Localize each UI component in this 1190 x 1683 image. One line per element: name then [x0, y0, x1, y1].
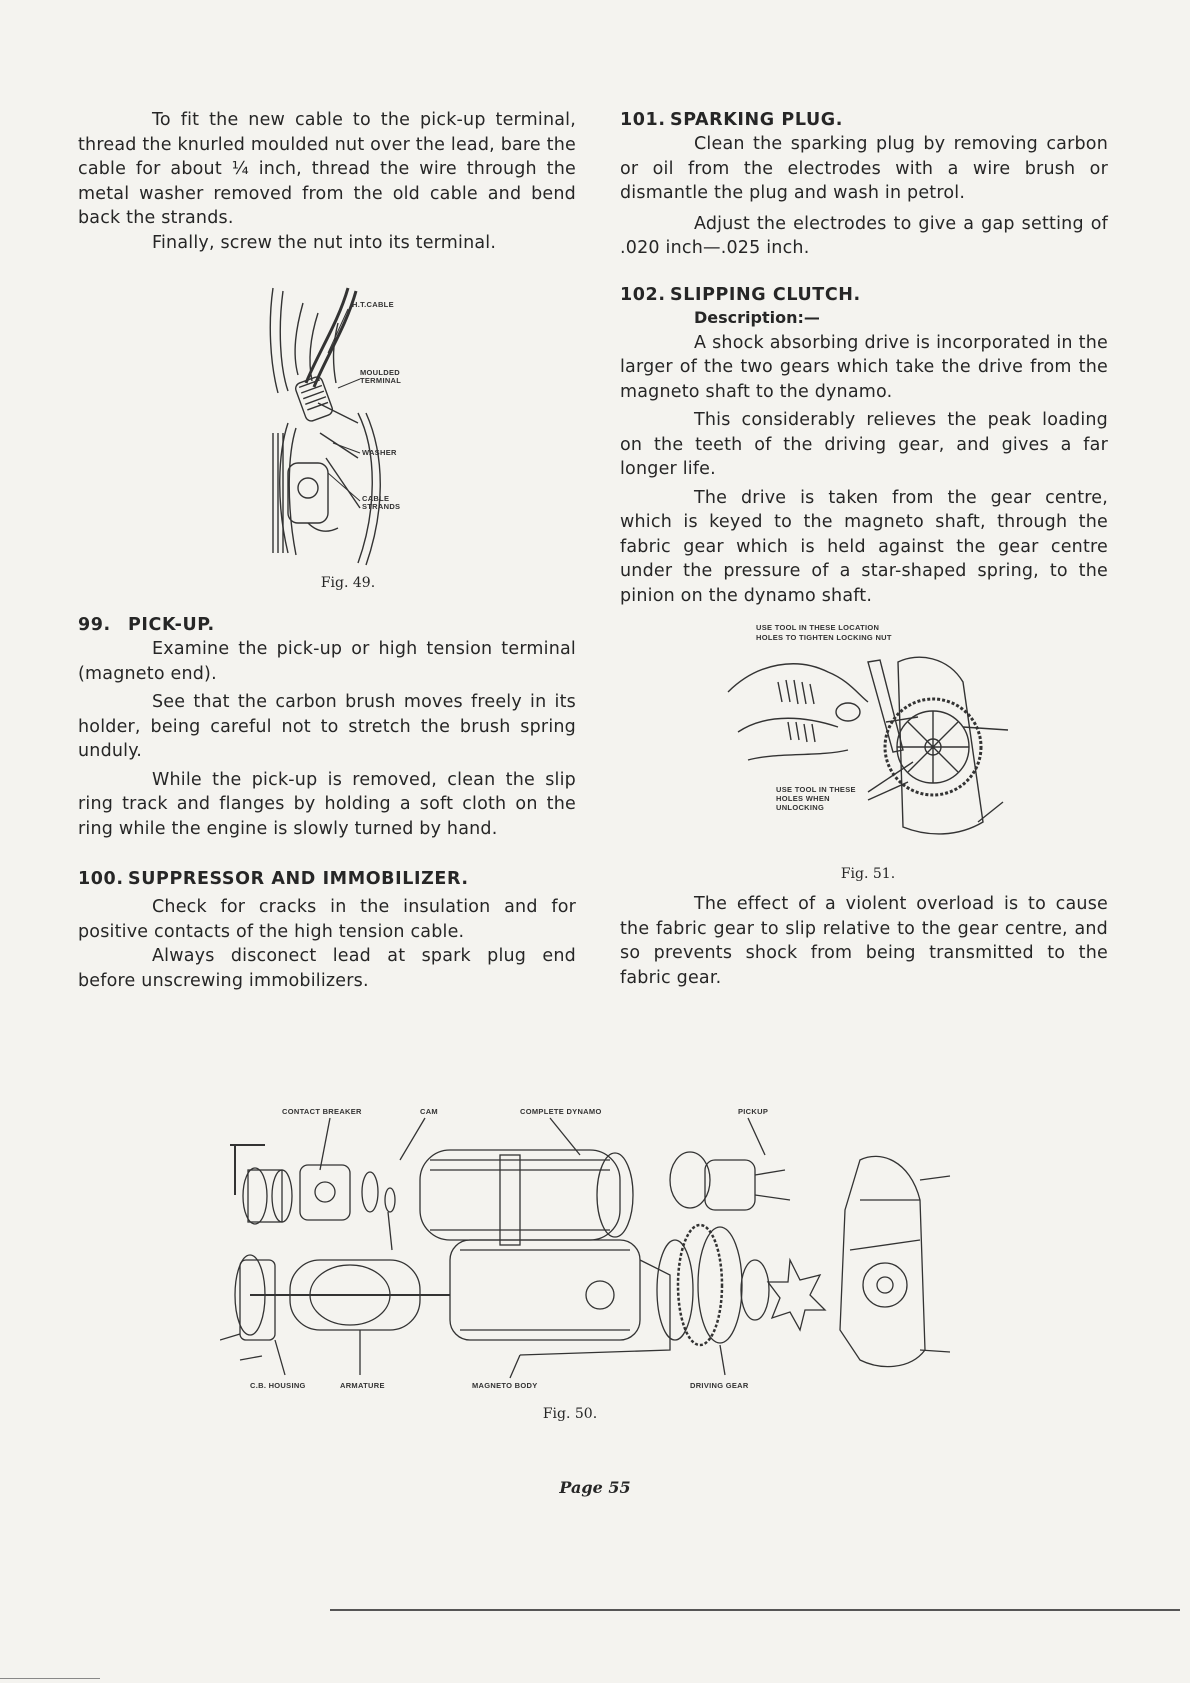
section-99-paragraph-3: While the pick-up is removed, clean the slip ring track and flanges by holding a soft cloth on the ring while the engine is slowly turned by hand. — [78, 769, 576, 839]
section-101-heading — [620, 108, 1108, 132]
section-100-title: SUPPRESSOR AND IMMOBILIZER. — [128, 869, 469, 889]
section-100 — [78, 867, 576, 993]
figure-51 — [718, 622, 1018, 882]
section-99-paragraph-2: See that the carbon brush moves freely in its holder, being careful not to stretch the brush spring unduly. — [78, 692, 576, 761]
section-102 — [620, 283, 1108, 609]
fig50-label-driving-gear: DRIVING GEAR — [690, 1381, 749, 1390]
figure-49 — [248, 283, 448, 591]
section-102-title: SLIPPING CLUTCH. — [670, 284, 861, 305]
fig50-label-magneto-body: MAGNETO BODY — [472, 1381, 538, 1390]
fig50-label-pickup: PICKUP — [738, 1107, 769, 1116]
fig50-label-contact-breaker: CONTACT BREAKER — [282, 1107, 362, 1116]
fig50-caption: Fig. 50. — [542, 1406, 598, 1422]
right-column — [620, 108, 1108, 990]
bottom-left-rule — [0, 1678, 100, 1679]
overload-paragraph: The effect of a violent overload is to cause the fabric gear to slip relative to the gear centre, and so prevents shock from being transmitted to the fabric gear. — [620, 894, 1108, 988]
fig51-caption: Fig. 51. — [840, 866, 896, 882]
bottom-rule — [330, 1609, 1180, 1611]
left-column — [78, 108, 576, 993]
fig51-label-line-2: HOLES TO TIGHTEN LOCKING NUT — [756, 633, 892, 642]
section-102-paragraph-2: This considerably relieves the peak loading on the teeth of the driving gear, and gives a far longer life. — [620, 410, 1108, 479]
fig49-label-washer: WASHER — [362, 448, 397, 457]
fig49-label-ht-cable: H.T.CABLE — [352, 300, 394, 309]
section-101-number: 101. — [620, 110, 666, 130]
section-102-paragraph-1: A shock absorbing drive is incorporated in the larger of the two gears which take the drive from the magneto shaft to the dynamo. — [620, 332, 1108, 402]
page-number: Page 55 — [559, 1478, 631, 1497]
intro-paragraph-2: Finally, screw the nut into its terminal. — [152, 232, 497, 253]
fig51-label-line-3: USE TOOL IN THESE — [776, 785, 856, 794]
section-102-paragraph-3: The drive is taken from the gear centre, which is keyed to the magneto shaft, through the fabric gear which is held against the gear centre under the pressure of a star-shaped spring, to the pinion on the dynamo shaft. — [620, 487, 1108, 606]
section-101-paragraph-2: Adjust the electrodes to give a gap setting of .020 inch—.025 inch. — [620, 213, 1108, 258]
fig49-label-moulded: MOULDED — [360, 368, 401, 377]
section-99 — [78, 613, 576, 841]
fig50-label-complete-dynamo: COMPLETE DYNAMO — [520, 1107, 602, 1116]
section-99-paragraph-1: Examine the pick-up or high tension terminal (magneto end). — [78, 639, 576, 684]
figure-50 — [220, 1100, 960, 1430]
fig51-label-line-4: HOLES WHEN — [776, 794, 830, 803]
fig51-label-line-1: USE TOOL IN THESE LOCATION — [756, 623, 880, 632]
fig50-label-cb-housing: C.B. HOUSING — [250, 1381, 306, 1390]
section-100-paragraph-1: Check for cracks in the insulation and for positive contacts of the high tension cable. — [78, 897, 576, 942]
section-101-paragraph-1: Clean the sparking plug by removing carbon or oil from the electrodes with a wire brush or dismantle the plug and wash in petrol. — [620, 134, 1108, 203]
section-101-title: SPARKING PLUG. — [670, 110, 843, 130]
section-99-heading — [78, 613, 576, 637]
section-99-number: 99. — [78, 615, 111, 635]
pickup-terminal-illustration — [248, 283, 448, 573]
section-102-subtitle: Description:— — [694, 307, 820, 327]
section-102-heading — [620, 283, 1108, 307]
fig50-label-armature: ARMATURE — [340, 1381, 385, 1390]
slipping-clutch-tool-illustration — [718, 622, 1018, 862]
fig49-label-cable: CABLE — [362, 494, 390, 503]
section-101 — [620, 108, 1108, 261]
fig51-label-line-5: UNLOCKING — [776, 803, 825, 812]
section-100-number: 100. — [78, 869, 124, 889]
fig49-label-strands: STRANDS — [362, 502, 401, 511]
fig49-caption: Fig. 49. — [320, 575, 376, 591]
section-102-number: 102. — [620, 284, 666, 305]
section-99-title: PICK-UP. — [128, 615, 215, 635]
fig49-label-terminal: TERMINAL — [360, 376, 402, 385]
fig50-label-cam: CAM — [420, 1107, 438, 1116]
intro-paragraph-1: To fit the new cable to the pick-up terminal, thread the knurled moulded nut over the lead, bare the cable for about ¼ inch, thread the wire through the metal washer removed from the old cable and bend back the strands. — [78, 110, 576, 228]
section-100-heading — [78, 867, 576, 891]
section-100-paragraph-2: Always disconect lead at spark plug end before unscrewing immobilizers. — [78, 946, 576, 991]
magneto-dynamo-exploded-view — [220, 1100, 960, 1400]
